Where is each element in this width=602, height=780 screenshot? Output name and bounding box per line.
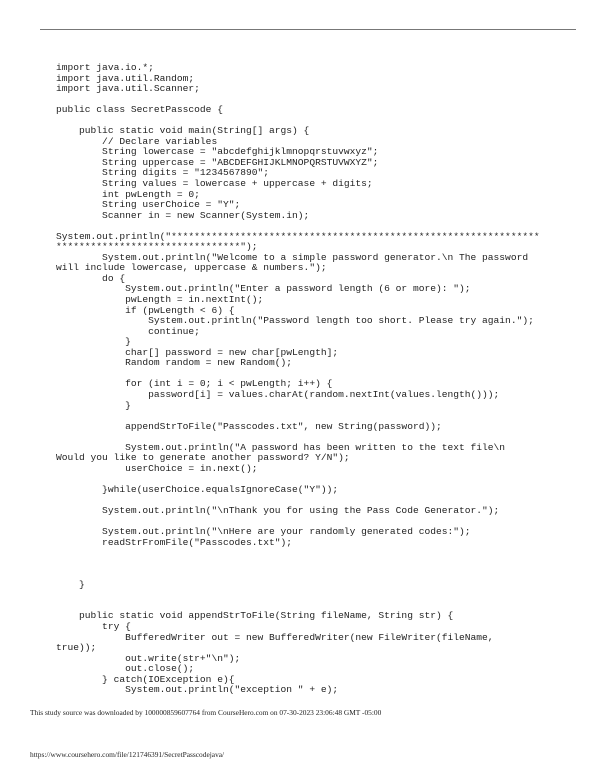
code-line: for (int i = 0; i < pwLength; i++) { xyxy=(56,378,333,390)
code-line: BufferedWriter out = new BufferedWriter(new FileWriter(fileName, xyxy=(56,631,494,643)
code-line: } xyxy=(56,336,131,348)
code-line: pwLength = in.nextInt(); xyxy=(56,294,264,306)
source-url[interactable]: https://www.coursehero.com/file/121746391/SecretPasscodejava/ xyxy=(30,750,225,759)
code-line: } xyxy=(56,578,85,590)
code-line: System.out.println("exception " + e); xyxy=(56,684,339,696)
code-line: System.out.println("Enter a password length (6 or more): "); xyxy=(56,283,471,295)
page-top-divider xyxy=(40,29,576,30)
code-line: System.out.println("Password length too short. Please try again."); xyxy=(56,315,534,327)
code-line xyxy=(56,559,540,570)
code-line: continue; xyxy=(56,325,200,337)
code-line: }while(userChoice.equalsIgnoreCase("Y")); xyxy=(56,483,339,495)
code-line: Random random = new Random(); xyxy=(56,357,293,369)
code-line: password[i] = values.charAt(random.nextInt(values.length())); xyxy=(56,388,500,400)
code-line: String digits = "1234567890"; xyxy=(56,167,270,179)
code-line: public static void main(String[] args) { xyxy=(56,125,310,137)
java-source-code xyxy=(56,63,540,696)
code-line: try { xyxy=(56,620,131,632)
code-line: will include lowercase, uppercase & numbers."); xyxy=(56,262,327,274)
code-line: String lowercase = "abcdefghijklmnopqrstuvwxyz"; xyxy=(56,146,379,158)
code-line xyxy=(56,590,540,601)
code-line xyxy=(56,411,540,422)
code-line: out.close(); xyxy=(56,663,195,675)
code-line: out.write(str+"\n"); xyxy=(56,652,241,664)
code-line: String userChoice = "Y"; xyxy=(56,199,241,211)
code-line xyxy=(56,548,540,559)
code-line: Would you like to generate another password? Y/N"); xyxy=(56,452,350,464)
code-line: readStrFromFile("Passcodes.txt"); xyxy=(56,536,293,548)
code-line: import java.util.Random; xyxy=(56,72,195,84)
code-line: System.out.println("\nHere are your randomly generated codes:"); xyxy=(56,526,471,538)
code-line: import java.util.Scanner; xyxy=(56,83,200,95)
code-line: System.out.println("**************************************************************** xyxy=(56,230,540,242)
code-line: appendStrToFile("Passcodes.txt", new String(password)); xyxy=(56,420,442,432)
code-line: public class SecretPasscode { xyxy=(56,104,223,116)
code-line: import java.io.*; xyxy=(56,62,154,73)
code-line: ********************************"); xyxy=(56,241,258,253)
code-line: userChoice = in.next(); xyxy=(56,462,258,474)
code-line: // Declare variables xyxy=(56,135,218,147)
code-line: } catch(IOException e){ xyxy=(56,673,235,685)
code-line: } xyxy=(56,399,131,411)
code-line: System.out.println("\nThank you for using the Pass Code Generator."); xyxy=(56,504,500,516)
code-line: if (pwLength < 6) { xyxy=(56,304,235,316)
code-line: System.out.println("A password has been written to the text file\n xyxy=(56,441,506,453)
code-line: System.out.println("Welcome to a simple password generator.\n The password xyxy=(56,251,529,263)
code-line: String uppercase = "ABCDEFGHIJKLMNOPQRSTUVWXYZ"; xyxy=(56,156,379,168)
code-line: true)); xyxy=(56,642,97,654)
code-line: do { xyxy=(56,272,126,284)
download-notice: This study source was downloaded by 100000859607764 from CourseHero.com on 07-30-2023 23:06:48 GMT -05:00 xyxy=(30,708,382,717)
code-line: char[] password = new char[pwLength]; xyxy=(56,346,339,358)
code-line: String values = lowercase + uppercase + digits; xyxy=(56,178,373,190)
code-line xyxy=(56,569,540,580)
code-line: Scanner in = new Scanner(System.in); xyxy=(56,209,310,221)
code-line: int pwLength = 0; xyxy=(56,188,200,200)
code-line: public static void appendStrToFile(String fileName, String str) { xyxy=(56,610,454,622)
